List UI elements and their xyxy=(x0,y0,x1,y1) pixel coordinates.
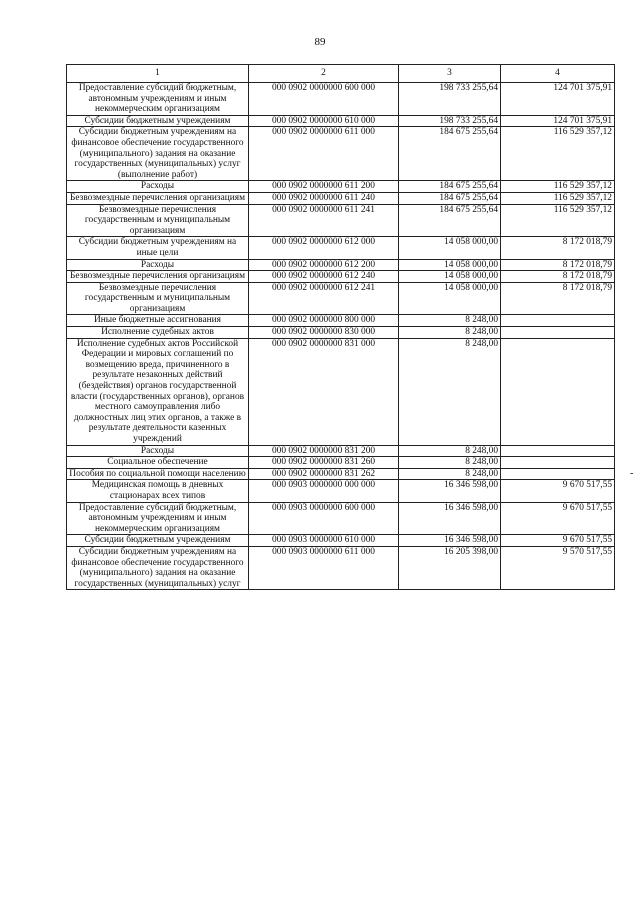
row-code: 000 0902 0000000 610 000 xyxy=(249,115,399,127)
row-code: 000 0902 0000000 831 262 xyxy=(249,468,399,480)
row-value-3: 198 733 255,64 xyxy=(399,83,501,116)
column-header-3: 3 xyxy=(399,65,501,83)
table-row xyxy=(67,546,615,589)
row-value-4: 124 701 375,91 xyxy=(501,115,615,127)
row-value-3: 16 346 598,00 xyxy=(399,502,501,535)
row-value-4: 8 172 018,79 xyxy=(501,282,615,315)
row-value-3: 184 675 255,64 xyxy=(399,181,501,193)
budget-table xyxy=(66,64,615,590)
row-value-3: 8 248,00 xyxy=(399,445,501,457)
row-value-3: 184 675 255,64 xyxy=(399,192,501,204)
row-value-3: 8 248,00 xyxy=(399,338,501,445)
column-header-2: 2 xyxy=(249,65,399,83)
row-value-3: 16 346 598,00 xyxy=(399,535,501,547)
row-value-4: 116 529 357,12 xyxy=(501,192,615,204)
row-value-4: 9 670 517,55 xyxy=(501,480,615,502)
table-row xyxy=(67,237,615,259)
row-code: 000 0902 0000000 612 000 xyxy=(249,237,399,259)
row-name: Безвозмездные перечисления организациям xyxy=(67,271,249,283)
table-row xyxy=(67,480,615,502)
row-code: 000 0902 0000000 611 000 xyxy=(249,127,399,181)
row-value-4 xyxy=(501,468,615,480)
row-value-3: 198 733 255,64 xyxy=(399,115,501,127)
row-value-4 xyxy=(501,338,615,445)
table-row xyxy=(67,181,615,193)
table-row xyxy=(67,282,615,315)
row-value-3: 16 346 598,00 xyxy=(399,480,501,502)
row-code: 000 0902 0000000 612 240 xyxy=(249,271,399,283)
row-value-4: 8 172 018,79 xyxy=(501,259,615,271)
row-value-4: 9 670 517,55 xyxy=(501,502,615,535)
row-value-4: 8 172 018,79 xyxy=(501,237,615,259)
row-name: Безвозмездные перечисления государственным и муниципальным организациям xyxy=(67,204,249,237)
table-row xyxy=(67,502,615,535)
column-header-1: 1 xyxy=(67,65,249,83)
row-code: 000 0902 0000000 830 000 xyxy=(249,327,399,339)
row-value-4 xyxy=(501,457,615,469)
row-value-3: 8 248,00 xyxy=(399,457,501,469)
row-name: Расходы xyxy=(67,181,249,193)
row-code: 000 0902 0000000 611 241 xyxy=(249,204,399,237)
row-value-4: 9 570 517,55 xyxy=(501,546,615,589)
row-name: Предоставление субсидий бюджетным, автономным учреждениям и иным некоммерческим организациям xyxy=(67,83,249,116)
row-value-4 xyxy=(501,327,615,339)
row-value-4: 8 172 018,79 xyxy=(501,271,615,283)
table-row xyxy=(67,315,615,327)
row-code: 000 0902 0000000 612 200 xyxy=(249,259,399,271)
row-name: Субсидии бюджетным учреждениям на иные цели xyxy=(67,237,249,259)
page-number: 89 xyxy=(314,36,326,48)
table-row xyxy=(67,468,615,480)
table-row xyxy=(67,83,615,116)
row-value-4: 116 529 357,12 xyxy=(501,204,615,237)
row-value-3: 14 058 000,00 xyxy=(399,259,501,271)
row-value-4 xyxy=(501,445,615,457)
row-code: 000 0903 0000000 000 000 xyxy=(249,480,399,502)
row-name: Исполнение судебных актов xyxy=(67,327,249,339)
row-value-3: 184 675 255,64 xyxy=(399,127,501,181)
row-name: Пособия по социальной помощи населению xyxy=(67,468,249,480)
table-row xyxy=(67,192,615,204)
row-code: 000 0902 0000000 612 241 xyxy=(249,282,399,315)
row-value-3: 16 205 398,00 xyxy=(399,546,501,589)
table-row xyxy=(67,271,615,283)
table-row xyxy=(67,327,615,339)
table-row xyxy=(67,204,615,237)
row-name: Социальное обеспечение xyxy=(67,457,249,469)
row-name: Субсидии бюджетным учреждениям на финансовое обеспечение государственного (муниципального) задания на оказание государственных (муниципальных) услуг xyxy=(67,546,249,589)
row-value-4 xyxy=(501,315,615,327)
table-row xyxy=(67,259,615,271)
row-name: Предоставление субсидий бюджетным, автономным учреждениям и иным некоммерческим организациям xyxy=(67,502,249,535)
header-row xyxy=(67,65,615,83)
margin-mark: - xyxy=(630,468,634,479)
row-value-3: 14 058 000,00 xyxy=(399,282,501,315)
row-value-3: 14 058 000,00 xyxy=(399,271,501,283)
row-name: Субсидии бюджетным учреждениям на финансовое обеспечение государственного (муниципального) задания на оказание государственных (муниципальных) услуг (выполнение работ) xyxy=(67,127,249,181)
row-name: Безвозмездные перечисления организациям xyxy=(67,192,249,204)
row-code: 000 0903 0000000 600 000 xyxy=(249,502,399,535)
row-name: Расходы xyxy=(67,259,249,271)
row-name: Медицинская помощь в дневных стационарах всех типов xyxy=(67,480,249,502)
row-value-4: 116 529 357,12 xyxy=(501,127,615,181)
table-row xyxy=(67,457,615,469)
row-code: 000 0902 0000000 600 000 xyxy=(249,83,399,116)
row-value-4: 9 670 517,55 xyxy=(501,535,615,547)
row-value-4: 124 701 375,91 xyxy=(501,83,615,116)
row-code: 000 0903 0000000 611 000 xyxy=(249,546,399,589)
table-row xyxy=(67,338,615,445)
row-value-3: 14 058 000,00 xyxy=(399,237,501,259)
row-code: 000 0902 0000000 611 240 xyxy=(249,192,399,204)
row-name: Субсидии бюджетным учреждениям xyxy=(67,115,249,127)
row-code: 000 0902 0000000 831 000 xyxy=(249,338,399,445)
row-value-3: 8 248,00 xyxy=(399,327,501,339)
column-header-4: 4 xyxy=(501,65,615,83)
row-name: Иные бюджетные ассигнования xyxy=(67,315,249,327)
row-code: 000 0903 0000000 610 000 xyxy=(249,535,399,547)
row-name: Безвозмездные перечисления государственным и муниципальным организациям xyxy=(67,282,249,315)
row-code: 000 0902 0000000 800 000 xyxy=(249,315,399,327)
row-name: Субсидии бюджетным учреждениям xyxy=(67,535,249,547)
row-value-3: 8 248,00 xyxy=(399,468,501,480)
table-row xyxy=(67,115,615,127)
row-value-4: 116 529 357,12 xyxy=(501,181,615,193)
row-code: 000 0902 0000000 611 200 xyxy=(249,181,399,193)
table-row xyxy=(67,535,615,547)
row-name: Исполнение судебных актов Российской Федерации и мировых соглашений по возмещению вреда, причиненного в результате незаконных действий (бездействия) органов государственной власти (государственных органов), органов местного самоуправления либо должностных лиц этих органов, а также в результате деятельности казенных учреждений xyxy=(67,338,249,445)
row-code: 000 0902 0000000 831 260 xyxy=(249,457,399,469)
row-code: 000 0902 0000000 831 200 xyxy=(249,445,399,457)
row-name: Расходы xyxy=(67,445,249,457)
table-row xyxy=(67,127,615,181)
row-value-3: 184 675 255,64 xyxy=(399,204,501,237)
table-row xyxy=(67,445,615,457)
row-value-3: 8 248,00 xyxy=(399,315,501,327)
